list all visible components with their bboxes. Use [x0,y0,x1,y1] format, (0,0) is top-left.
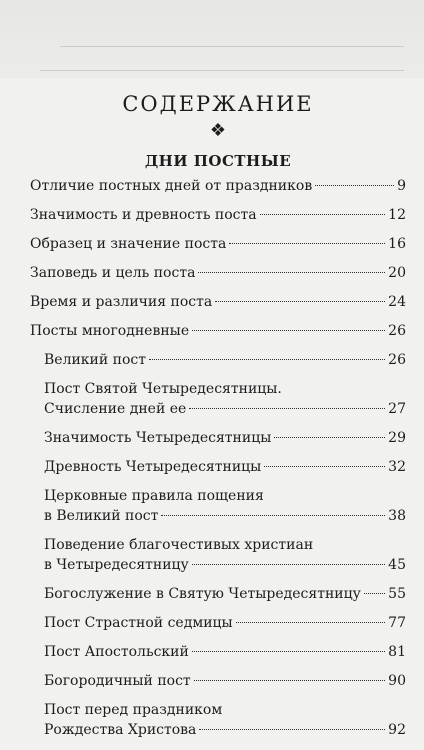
toc-entry-text: Отличие постных дней от праздников [30,178,313,194]
toc-entry[interactable] [30,350,406,370]
toc-entry-text: Великий пост [44,352,147,368]
toc-entry-line [44,506,406,526]
toc-entry[interactable] [30,263,406,283]
toc-entry[interactable] [30,700,406,740]
toc-entry-text: Значимость и древность поста [30,207,257,223]
toc-entry[interactable] [30,379,406,419]
dot-leader [274,436,385,438]
toc-page-number: 26 [388,323,406,339]
bleed-line [60,46,404,47]
toc-entry-text: Рождества Христова [44,722,197,738]
dot-leader [199,728,385,730]
toc-entry-line [44,399,406,419]
toc-entry[interactable] [30,176,406,196]
toc-page-number: 12 [388,207,406,223]
toc-entry-line [30,321,406,341]
toc-page-number: 24 [388,294,406,310]
toc-entry[interactable] [30,486,406,526]
toc-entry-line [44,428,406,448]
table-of-contents [30,176,406,740]
toc-entry-line [44,555,406,575]
toc-entry-text: Церковные правила пощения [44,488,264,504]
dot-leader [161,514,385,516]
dot-leader [149,358,385,360]
dot-leader [315,184,394,186]
dot-leader [364,592,385,594]
dot-leader [194,679,385,681]
toc-page-number: 16 [388,236,406,252]
dot-leader [189,407,385,409]
bleed-line [40,70,404,71]
toc-page-number: 32 [388,459,406,475]
toc-entry-text: Заповедь и цель поста [30,265,196,281]
toc-page-number: 92 [388,722,406,738]
toc-entry-text: в Великий пост [44,508,159,524]
bleed-through-area [0,0,424,78]
toc-page-number: 27 [388,401,406,417]
toc-page-number: 55 [388,586,406,602]
toc-entry-text: Образец и значение поста [30,236,227,252]
toc-entry-line [44,584,406,604]
dot-leader [236,621,385,623]
toc-entry-line [44,350,406,370]
toc-entry-line [30,234,406,254]
toc-entry[interactable] [30,584,406,604]
toc-page-number: 77 [388,615,406,631]
toc-entry[interactable] [30,234,406,254]
toc-entry-text: Пост перед праздником [44,702,223,718]
toc-entry[interactable] [30,321,406,341]
toc-page-number: 26 [388,352,406,368]
toc-entry[interactable] [30,457,406,477]
toc-entry-text: Счисление дней ее [44,401,187,417]
toc-entry-line [30,176,406,196]
toc-page-number: 45 [388,557,406,573]
dot-leader [260,213,386,215]
toc-page-number: 29 [388,430,406,446]
toc-entry-text: Пост Святой Четыредесятницы. [44,381,282,397]
toc-entry[interactable] [30,535,406,575]
toc-entry-line [30,263,406,283]
page-title: СОДЕРЖАНИЕ [122,92,314,116]
toc-page-number: 81 [388,644,406,660]
dot-leader [192,650,385,652]
toc-entry-text: Пост Апостольский [44,644,189,660]
dot-leader [264,465,385,467]
toc-entry-line [44,642,406,662]
toc-entry[interactable] [30,671,406,691]
toc-entry-text: Богослужение в Святую Четыредесятницу [44,586,361,602]
toc-entry-text: Время и различия поста [30,294,213,310]
toc-entry-line [44,613,406,633]
toc-entry-line [30,292,406,312]
section-heading: ДНИ ПОСТНЫЕ [144,152,292,170]
dot-leader [192,563,385,565]
toc-entry-line [44,457,406,477]
toc-page-number: 90 [388,673,406,689]
toc-entry[interactable] [30,428,406,448]
toc-page-number: 9 [397,178,406,194]
dot-leader [215,300,385,302]
dot-leader [198,271,385,273]
toc-entry[interactable] [30,642,406,662]
toc-entry-text: Посты многодневные [30,323,190,339]
toc-entry-text: в Четыредесятницу [44,557,189,573]
ornament-icon: ❖ [209,120,227,141]
toc-entry-line [44,720,406,740]
toc-page-number: 20 [388,265,406,281]
toc-entry[interactable] [30,292,406,312]
toc-entry-text: Поведение благочестивых христиан [44,537,314,553]
toc-entry-text: Богородичный пост [44,673,191,689]
toc-page-number: 38 [388,508,406,524]
toc-entry[interactable] [30,613,406,633]
toc-entry-text: Пост Страстной седмицы [44,615,233,631]
toc-entry-line [30,205,406,225]
toc-entry-text: Древность Четыредесятницы [44,459,262,475]
book-page [30,82,406,740]
dot-leader [192,329,385,331]
toc-entry-text: Значимость Четыредесятницы [44,430,272,446]
toc-entry[interactable] [30,205,406,225]
toc-entry-line [44,671,406,691]
dot-leader [229,242,385,244]
